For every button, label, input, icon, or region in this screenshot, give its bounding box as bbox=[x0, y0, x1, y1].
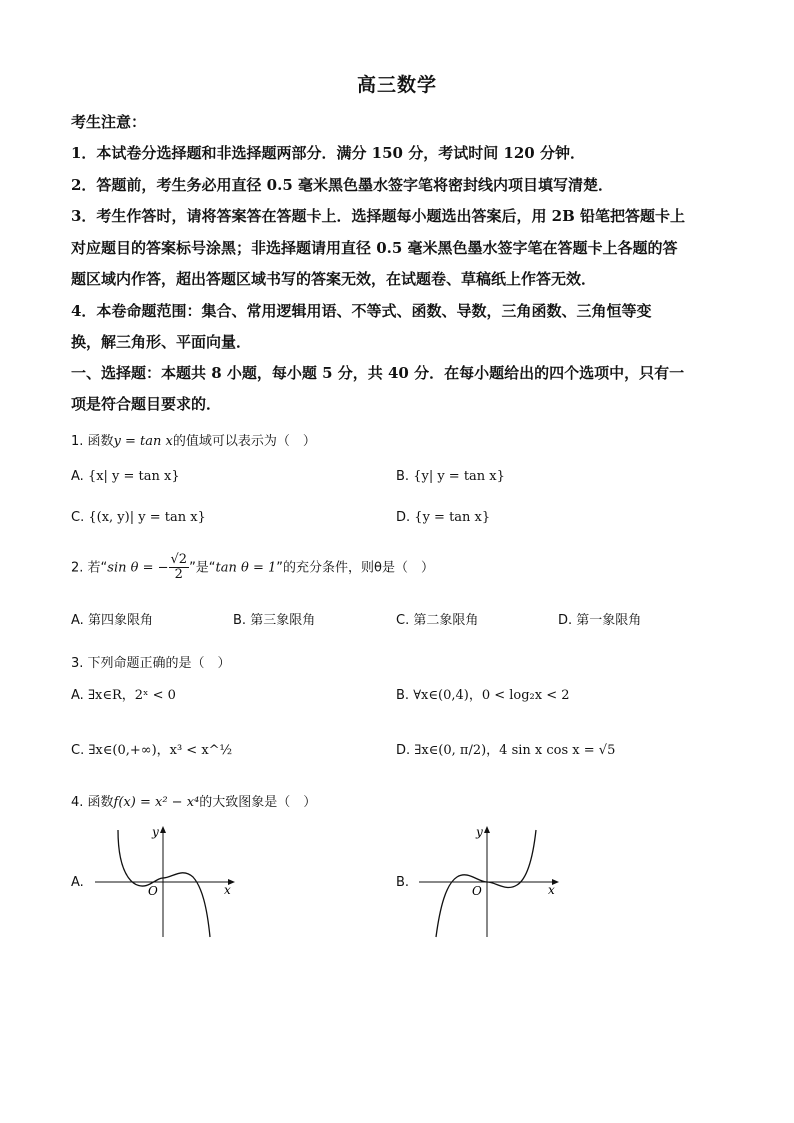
option-label: A. bbox=[71, 613, 84, 628]
q2-option-c[interactable] bbox=[396, 609, 478, 628]
q1-prefix: 1. 函数 bbox=[71, 434, 114, 449]
notice-line: 4．本卷命题范围：集合、常用逻辑用语、不等式、函数、导数，三角函数、三角恒等变 bbox=[71, 302, 652, 320]
y-axis-arrow bbox=[484, 826, 490, 833]
option-text: ∀x∈(0,4)，0 < log₂x < 2 bbox=[413, 688, 570, 703]
question-3-stem: 3. 下列命题正确的是（ ） bbox=[71, 656, 231, 671]
q4-graph-b[interactable] bbox=[414, 822, 574, 942]
fraction-denominator: 2 bbox=[174, 567, 183, 583]
q2-prefix: 2. 若“ bbox=[71, 560, 108, 576]
option-text: ∃x∈R，2ˣ < 0 bbox=[87, 688, 176, 703]
q2-sin-expr: sin θ = − bbox=[107, 560, 169, 576]
curve-b bbox=[436, 830, 536, 937]
q4-expr: f(x) = x² − x⁴ bbox=[113, 795, 200, 810]
q1-expr: y = tan x bbox=[113, 434, 173, 449]
option-label: D. bbox=[396, 743, 411, 758]
page-title: 高三数学 bbox=[356, 74, 437, 96]
option-text: 第四象限角 bbox=[87, 613, 153, 628]
section-heading-cont: 项是符合题目要求的． bbox=[71, 395, 222, 413]
q2-tan-expr: tan θ = 1 bbox=[215, 560, 277, 576]
fraction-numerator: √2 bbox=[170, 552, 188, 567]
q3-option-b[interactable] bbox=[396, 684, 570, 703]
option-label: B. bbox=[396, 688, 410, 703]
option-text: ∃x∈(0, π/2)，4 sin x cos x = √5 bbox=[414, 743, 616, 758]
q1-option-a[interactable] bbox=[71, 469, 180, 484]
q2-option-d[interactable] bbox=[558, 609, 641, 628]
y-axis-label: y bbox=[476, 825, 483, 839]
notice-line: 3．考生作答时，请将答案答在答题卡上．选择题每小题选出答案后，用 2B 铅笔把答题卡上 bbox=[71, 207, 686, 225]
option-text: {x| y = tan x} bbox=[87, 469, 180, 484]
x-axis-label: x bbox=[224, 883, 231, 897]
option-label: B. bbox=[396, 469, 410, 484]
q1-option-d[interactable] bbox=[396, 510, 490, 525]
q2-middle: ”是“ bbox=[189, 560, 216, 576]
notice-heading: 考生注意： bbox=[71, 113, 147, 131]
option-text: {y = tan x} bbox=[414, 510, 491, 525]
option-label: A. bbox=[71, 469, 84, 484]
q4-option-b-label[interactable]: B. bbox=[396, 875, 410, 890]
question-4-stem bbox=[71, 791, 316, 810]
q1-option-c[interactable] bbox=[71, 510, 206, 525]
option-text: {y| y = tan x} bbox=[413, 469, 505, 484]
notice-line: 2．答题前，考生务必用直径 0.5 毫米黑色墨水签字笔将密封线内项目填写清楚． bbox=[71, 176, 613, 194]
q4-prefix: 4. 函数 bbox=[71, 795, 114, 810]
q3-option-d[interactable] bbox=[396, 739, 615, 758]
option-text: 第一象限角 bbox=[576, 613, 642, 628]
notice-line: 1．本试卷分选择题和非选择题两部分．满分 150 分，考试时间 120 分钟． bbox=[71, 144, 585, 162]
section-heading: 一、选择题：本题共 8 小题，每小题 5 分，共 40 分．在每小题给出的四个选项中，只有一 bbox=[71, 364, 685, 382]
option-label: D. bbox=[558, 613, 573, 628]
q3-option-a[interactable] bbox=[71, 684, 176, 703]
q2-option-b[interactable] bbox=[233, 609, 315, 628]
q4-suffix: 的大致图象是（ ） bbox=[199, 795, 317, 810]
notice-line: 题区域内作答，超出答题区域书写的答案无效，在试题卷、草稿纸上作答无效． bbox=[71, 270, 597, 288]
q4-option-a-label[interactable]: A. bbox=[71, 875, 84, 890]
q4-graph-a[interactable] bbox=[90, 822, 250, 942]
q2-option-a[interactable] bbox=[71, 609, 153, 628]
notice-line: 对应题目的答案标号涂黑；非选择题请用直径 0.5 毫米黑色墨水签字笔在答题卡上各题的答 bbox=[71, 239, 678, 257]
q1-option-b[interactable] bbox=[396, 469, 505, 484]
q2-suffix: ”的充分条件，则θ是（ ） bbox=[276, 560, 434, 576]
y-axis-arrow bbox=[160, 826, 166, 833]
option-label: C. bbox=[71, 743, 85, 758]
question-2-stem bbox=[71, 553, 434, 583]
origin-label: O bbox=[472, 884, 482, 898]
option-label: A. bbox=[71, 688, 84, 703]
option-text: {(x, y)| y = tan x} bbox=[88, 510, 206, 525]
q2-fraction bbox=[169, 553, 190, 583]
option-label: C. bbox=[71, 510, 85, 525]
q1-suffix: 的值域可以表示为（ ） bbox=[172, 434, 316, 449]
option-label: D. bbox=[396, 510, 411, 525]
notice-line: 换，解三角形、平面向量． bbox=[71, 333, 252, 351]
option-text: 第三象限角 bbox=[250, 613, 316, 628]
x-axis-label: x bbox=[548, 883, 555, 897]
y-axis-label: y bbox=[152, 825, 159, 839]
option-label: C. bbox=[396, 613, 410, 628]
option-text: 第二象限角 bbox=[413, 613, 479, 628]
origin-label: O bbox=[148, 884, 158, 898]
curve-a bbox=[118, 830, 210, 937]
option-label: B. bbox=[233, 613, 247, 628]
question-1-stem bbox=[71, 430, 316, 449]
option-text: ∃x∈(0,+∞)，x³ < x^½ bbox=[88, 743, 233, 758]
q3-option-c[interactable] bbox=[71, 739, 232, 758]
